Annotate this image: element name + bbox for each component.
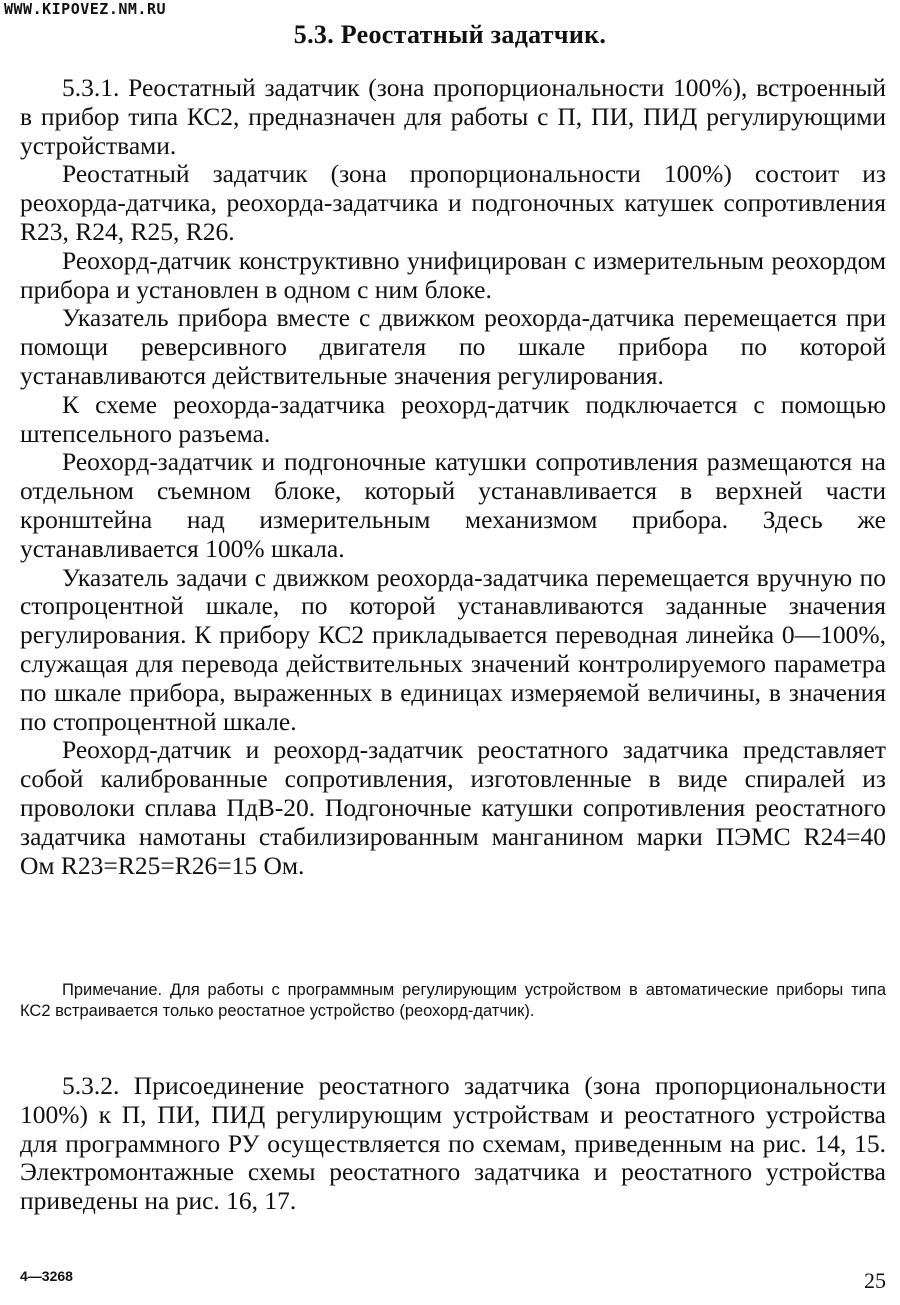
main-text-block xyxy=(20,74,886,880)
paragraph-sensor-rheochord: Реохорд-датчик конструктивно унифицирован с измерительным реохордом прибора и установлен в одном с ним блоке. xyxy=(20,245,886,304)
footer-signature: 4—3268 xyxy=(20,1268,73,1284)
watermark-text: WWW.KIPOVEZ.NM.RU xyxy=(4,0,167,18)
paragraph-composition: Реостатный задатчик (зона пропорциональности 100%) состоит из реохорда-датчика, реохорда-задатчика и подгоночных катушек сопротивления R23, R24, R25, R26. xyxy=(20,159,886,246)
paragraph-removable-block: Реохорд-задатчик и подгоночные катушки сопротивления размещаются на отдельном съемном блоке, который устанавливается в верхней части кронштейна над измерительным механизмом прибора. Здесь же устанавливается 100% шкала. xyxy=(20,447,886,563)
note-text: Примечание. Для работы с программным регулирующим устройством в автоматические приборы типа КС2 встраивается только реостатное устройство (реохорд-датчик). xyxy=(20,981,886,1020)
section-title: 5.3. Реостатный задатчик. xyxy=(293,20,607,49)
paragraph-setpoint-pointer: Указатель задачи с движком реохорда-задатчика перемещается вручную по стопроцентной шкале, по которой устанавливаются заданные значения регулирования. К прибору КС2 прикладывается переводная линейка 0—100%, служащая для перевода действительных значений контролируемого параметра по шкале прибора, выраженных в единицах измеряемой величины, в значения по стопроцентной шкале. xyxy=(20,562,886,736)
paragraph-calibrated-resistances: Реохорд-датчик и реохорд-задатчик реостатного задатчика представляет собой калиброванные сопротивления, изготовленные в виде спиралей из проволоки сплава ПдВ-20. Подгоночные катушки сопротивления реостатного задатчика намотаны стабилизированным манганином марки ПЭМС R24=40 Ом R23=R25=R26=15 Ом. xyxy=(20,735,886,880)
page-number: 25 xyxy=(864,1268,886,1293)
paragraph-5-3-1: 5.3.1. Реостатный задатчик (зона пропорциональности 100%), встроенный в прибор типа КС2, предназначен для работы с П, ПИ, ПИД регулирующими устройствами. xyxy=(20,73,886,160)
paragraph-pointer: Указатель прибора вместе с движком реохорда-датчика перемещается при помощи реверсивного двигателя по шкале прибора по которой устанавливаются действительные значения регулирования. xyxy=(20,303,886,390)
paragraph-5-3-2: 5.3.2. Присоединение реостатного задатчика (зона пропорциональности 100%) к П, ПИ, ПИД регулирующим устройствам и реостатного устройства для программного РУ осуществляется по схемам, приведенным на рис. 14, 15. Электромонтажные схемы реостатного задатчика и реостатного устройства приведены на рис. 16, 17. xyxy=(20,1071,886,1216)
second-text-block xyxy=(20,1072,886,1216)
paragraph-connector: К схеме реохорда-задатчика реохорд-датчик подключается с помощью штепсельного разъема. xyxy=(20,389,886,448)
